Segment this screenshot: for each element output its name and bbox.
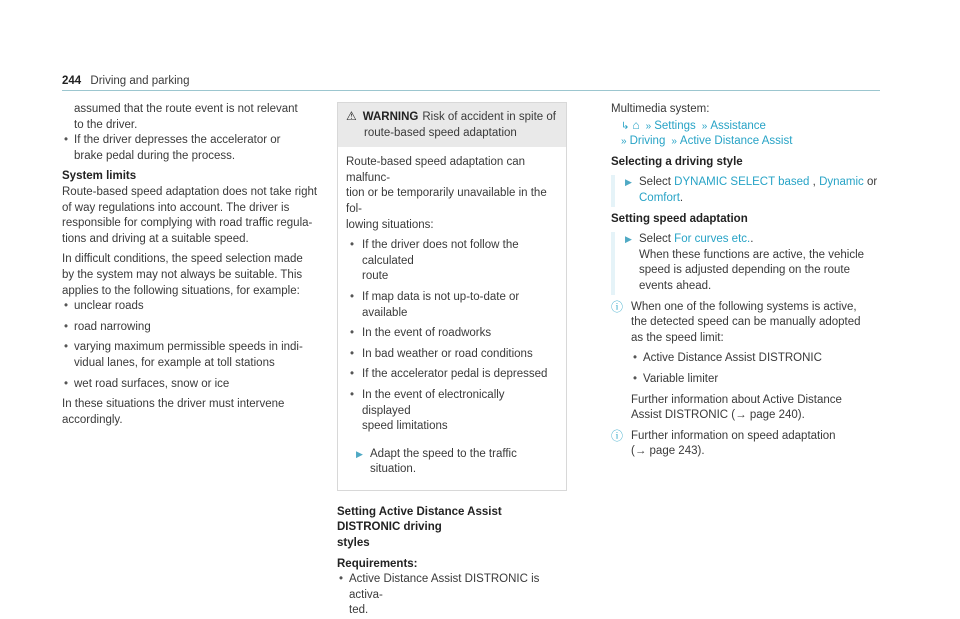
list-item: • If the driver does not follow the calculated route — [346, 238, 556, 285]
list-item: • If the accelerator pedal is depressed — [346, 367, 556, 383]
warning-title: Risk of accident in spite of — [422, 111, 556, 123]
setting-speed-adaptation-heading: Setting speed adaptation — [611, 212, 748, 225]
chevron-right-icon: » — [701, 120, 708, 132]
chevron-right-icon: » — [645, 120, 652, 132]
text-line: assumed that the route event is not relevant — [74, 103, 298, 115]
list-item: • varying maximum permissible speeds in indi- vidual lanes, for example at toll stations — [62, 340, 324, 371]
closing-text: In these situations the driver must intervene accordingly. — [62, 398, 285, 426]
page-header — [62, 74, 880, 90]
info-note-1: ⓘ When one of the following systems is active, the detected speed can be manually adopted as the speed limit: • Active Distance Assist DISTRONIC • Variable limiter Further information about Active Distance Assist DISTRONIC (→ page 240). — [611, 300, 881, 424]
warning-box — [337, 102, 567, 491]
header-rule — [62, 90, 880, 91]
list-item: • In the event of electronically displayed speed limitations — [346, 388, 556, 435]
list-item: • road narrowing — [62, 320, 324, 336]
system-limits-text: Route-based speed adaptation does not take right of way regulations into account. The driver is responsible for complying with road traffic regula- tions and driving at a suitable speed. — [62, 185, 318, 245]
option-for-curves[interactable]: For curves etc. — [674, 233, 751, 246]
menu-path-line1 — [611, 118, 881, 135]
menu-path-line2 — [611, 134, 881, 150]
corner-arrow-icon: ↳ — [621, 120, 630, 132]
conditions-list — [62, 299, 324, 392]
list-item: • Active Distance Assist DISTRONIC — [631, 351, 881, 367]
list-item: • In the event of roadworks — [346, 326, 556, 342]
path-driving[interactable]: Driving — [629, 135, 666, 148]
requirements-heading: Requirements: — [337, 557, 418, 570]
text-line: to the driver. — [74, 118, 138, 131]
intro-text — [62, 102, 324, 133]
path-active-distance-assist[interactable]: Active Distance Assist — [679, 135, 793, 148]
warning-title-line2: route-based speed adaptation — [364, 126, 517, 139]
info-icon: ⓘ — [611, 428, 624, 443]
setting-driving-styles-heading: Setting Active Distance Assist DISTRONIC driving styles — [337, 505, 502, 550]
section-title: Driving and parking — [90, 75, 190, 87]
page-number: 244 — [62, 75, 82, 87]
list-item: • unclear roads — [62, 299, 324, 315]
multimedia-label: Multimedia system: — [611, 103, 710, 115]
action-triangle-icon: ▶ — [625, 177, 632, 188]
list-item: • If map data is not up-to-date or available — [346, 290, 556, 321]
home-icon: ⌂ — [632, 117, 640, 132]
option-dynamic-select-based[interactable]: DYNAMIC SELECT based — [674, 176, 810, 189]
warning-triangle-icon: ⚠ — [346, 109, 357, 123]
option-comfort[interactable]: Comfort — [639, 191, 680, 204]
column-right — [611, 102, 881, 460]
info-note-2: ⓘ Further information on speed adaptation (→ page 243). — [611, 428, 836, 458]
list-item: • wet road surfaces, snow or ice — [62, 377, 324, 393]
warning-header — [338, 103, 566, 147]
warning-action: ▶ Adapt the speed to the traffic situation. — [356, 447, 517, 476]
system-limits-heading: System limits — [62, 170, 137, 183]
selecting-driving-style-heading: Selecting a driving style — [611, 155, 743, 168]
list-item: • Active Distance Assist DISTRONIC is activa- ted. — [337, 572, 567, 619]
difficult-conditions-text: In difficult conditions, the speed selection made by the system may not always be suitable. This applies to the following situations, for example: — [62, 253, 303, 297]
chevron-right-icon: » — [671, 136, 677, 148]
path-assistance[interactable]: Assistance — [710, 119, 766, 132]
warning-label: WARNING — [362, 111, 419, 123]
column-left — [62, 102, 324, 428]
action-triangle-icon: ▶ — [356, 448, 363, 459]
info-icon: ⓘ — [611, 299, 624, 314]
list-item: • Variable limiter — [631, 372, 881, 388]
action-triangle-icon: ▶ — [625, 234, 632, 245]
further-info-distronic: Further information about Active Distance Assist DISTRONIC (→ page 240). — [631, 393, 842, 422]
path-settings[interactable]: Settings — [654, 119, 696, 132]
list-item: • In bad weather or road conditions — [346, 347, 556, 363]
select-driving-style-action: ▶ Select DYNAMIC SELECT based , Dynamic or Comfort. — [611, 175, 881, 206]
warning-body: Route-based speed adaptation can malfunc- tion or be temporarily unavailable in the fol- lowing situations: • If the driver does not follow the calculated route • If map data is not up-to-date or available • In the event of roadworks • In bad weather or road conditions • If the accelerator pedal is depressed • In the event of electronically displayed speed limitations ▶ Adapt the speed to the traffic situation. — [338, 147, 566, 478]
select-curves-action: ▶ Select For curves etc.. When these functions are active, the vehicle speed is adjusted depending on the route events ahead. — [611, 232, 881, 294]
list-item: • If the driver depresses the accelerator or brake pedal during the process. — [62, 133, 324, 164]
option-dynamic[interactable]: Dynamic — [819, 176, 864, 189]
column-middle — [337, 102, 567, 619]
chevron-right-icon: » — [621, 136, 627, 148]
